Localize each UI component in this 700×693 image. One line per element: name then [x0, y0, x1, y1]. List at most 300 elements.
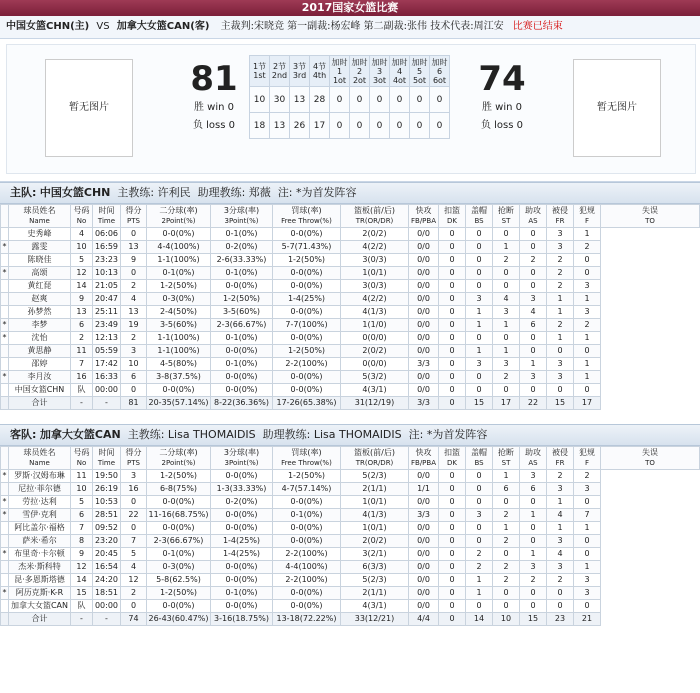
stat-cell: 15	[547, 397, 574, 410]
starter-mark: *	[1, 241, 9, 254]
stat-cell: 0	[466, 522, 493, 535]
stat-cell: 0/0	[409, 241, 439, 254]
away-quarters-score: 18	[250, 113, 270, 139]
player-row	[1, 496, 700, 509]
starter-mark	[1, 535, 9, 548]
stat-cell: 16:59	[93, 241, 121, 254]
stat-cell: 0-0(0%)	[273, 600, 341, 613]
column-header	[520, 205, 547, 228]
stat-cell: 4	[493, 293, 520, 306]
player-row	[1, 470, 700, 483]
stat-cell: 0/0	[409, 306, 439, 319]
column-header-cn: 号码	[73, 206, 90, 215]
stat-cell: 2-4(50%)	[147, 306, 211, 319]
away-coach: 主教练: Lisa THOMAIDIS	[127, 428, 256, 441]
column-header-en: FB/PBA	[411, 217, 436, 225]
stat-cell: 0-0(0%)	[211, 280, 273, 293]
stat-cell: 0	[466, 371, 493, 384]
stat-cell: 0	[520, 267, 547, 280]
home-note: 注: *为首发阵容	[277, 186, 357, 199]
stat-cell: 3	[547, 228, 574, 241]
stat-cell: 3	[121, 470, 147, 483]
home-quarters-score: 0	[390, 87, 410, 113]
player-name[interactable]: 布里奇·卡尔顿	[9, 548, 71, 561]
column-header-cn: 盖帽	[471, 206, 487, 215]
stat-cell: 3(0/3)	[341, 280, 409, 293]
starter-column-header	[1, 205, 9, 228]
column-header-en: BS	[474, 459, 484, 467]
stat-cell: 8	[71, 535, 93, 548]
stat-cell: 0	[574, 548, 601, 561]
stat-cell: 26-43(60.47%)	[147, 613, 211, 626]
stat-cell: 1-2(50%)	[147, 587, 211, 600]
total-row	[1, 613, 700, 626]
stat-cell: 5(2/3)	[341, 574, 409, 587]
stat-cell: 0-1(0%)	[211, 267, 273, 280]
stat-cell: 队	[71, 384, 93, 397]
stat-cell: 0-0(0%)	[211, 522, 273, 535]
player-name[interactable]: 劳拉·达利	[9, 496, 71, 509]
stat-cell: 0-0(0%)	[273, 332, 341, 345]
stat-cell: 6(3/3)	[341, 561, 409, 574]
stat-cell: 1	[547, 522, 574, 535]
column-header-cn: 被侵	[552, 448, 568, 457]
column-header	[273, 205, 341, 228]
stat-cell: 4	[547, 548, 574, 561]
stat-cell: 3/3	[409, 358, 439, 371]
stat-cell: 17	[493, 397, 520, 410]
stat-cell: 23:23	[93, 254, 121, 267]
stat-cell: 0	[466, 228, 493, 241]
referees-info: 主裁判:宋晓竞 第一副裁:杨宏峰 第二副裁:张伟 技术代表:周江安	[220, 21, 504, 32]
stat-cell: 0-1(0%)	[211, 228, 273, 241]
stat-cell: 0	[547, 587, 574, 600]
stat-cell: 0/0	[409, 561, 439, 574]
away-total-score: 74	[478, 59, 526, 99]
home-quarters-score: 0	[410, 87, 430, 113]
stat-cell: 22	[121, 509, 147, 522]
home-coach: 主教练: 许利民	[117, 186, 191, 199]
stat-cell: 0/0	[409, 228, 439, 241]
stat-cell: 10:53	[93, 496, 121, 509]
stat-cell: 6-8(75%)	[147, 483, 211, 496]
stat-cell: 5	[121, 548, 147, 561]
stat-cell: 1	[574, 358, 601, 371]
player-name[interactable]: 合计	[9, 613, 71, 626]
player-name[interactable]: 李梦	[9, 319, 71, 332]
stat-cell: 23	[547, 613, 574, 626]
column-header	[9, 205, 71, 228]
starter-mark: *	[1, 319, 9, 332]
player-row	[1, 319, 700, 332]
stat-cell: 3	[547, 483, 574, 496]
starter-mark: *	[1, 587, 9, 600]
stat-cell: 0	[520, 241, 547, 254]
starter-mark: *	[1, 332, 9, 345]
stat-cell: 3-8(37.5%)	[147, 371, 211, 384]
starter-mark	[1, 397, 9, 410]
stat-cell: 17-26(65.38%)	[273, 397, 341, 410]
stat-cell: 25:11	[93, 306, 121, 319]
starter-mark	[1, 574, 9, 587]
stat-cell: 4	[547, 509, 574, 522]
stat-cell: 20:47	[93, 293, 121, 306]
stat-cell: 0	[121, 496, 147, 509]
player-row	[1, 241, 700, 254]
player-row	[1, 574, 700, 587]
stat-cell: 0	[493, 228, 520, 241]
stat-cell: 0-0(0%)	[273, 496, 341, 509]
quarter-header-cn: 加时1	[331, 57, 348, 76]
column-header	[493, 447, 520, 470]
stat-cell: 0	[547, 600, 574, 613]
stat-cell: 0	[439, 228, 466, 241]
stat-cell: 0	[493, 384, 520, 397]
column-header-en: TR(OR/DR)	[355, 217, 394, 225]
starter-mark: *	[1, 548, 9, 561]
stat-cell: 1(0/1)	[341, 522, 409, 535]
column-header-en: Name	[29, 459, 50, 467]
column-header	[93, 447, 121, 470]
stat-cell: 0	[439, 522, 466, 535]
stat-cell: 0	[466, 496, 493, 509]
stat-cell: 3	[520, 470, 547, 483]
stat-cell: 0	[574, 384, 601, 397]
starter-mark	[1, 228, 9, 241]
player-name[interactable]: 李月汝	[9, 371, 71, 384]
starter-mark	[1, 384, 9, 397]
stat-cell: 2(1/1)	[341, 483, 409, 496]
player-row	[1, 332, 700, 345]
stat-cell: 0/0	[409, 535, 439, 548]
home-team-name[interactable]: 中国女篮CHN(主)	[6, 21, 90, 32]
stat-cell: 0	[466, 470, 493, 483]
column-header	[71, 205, 93, 228]
column-header-en: FR	[555, 459, 565, 467]
player-row	[1, 345, 700, 358]
column-header-cn: 助攻	[525, 206, 541, 215]
stat-cell: 0-3(0%)	[147, 293, 211, 306]
stat-cell: 0	[439, 319, 466, 332]
stat-cell: 3	[520, 293, 547, 306]
stat-cell: 6	[493, 483, 520, 496]
player-row	[1, 600, 700, 613]
stat-cell: 0-0(0%)	[211, 384, 273, 397]
column-header-en: TR(OR/DR)	[355, 459, 394, 467]
stat-cell: 0	[493, 600, 520, 613]
column-header-cn: 助攻	[525, 448, 541, 457]
stat-cell: 0	[520, 384, 547, 397]
away-team-photo: 暂无图片	[573, 59, 661, 157]
quarter-header	[250, 56, 270, 87]
quarter-header-en: 1st	[253, 71, 266, 80]
column-header-en: DK	[447, 459, 457, 467]
stat-cell: 5	[71, 496, 93, 509]
stat-cell: 26:19	[93, 483, 121, 496]
stat-cell: 0-1(0%)	[147, 548, 211, 561]
stat-cell: 3(2/1)	[341, 548, 409, 561]
player-row	[1, 267, 700, 280]
stat-cell: 1-2(50%)	[147, 470, 211, 483]
quarter-score-table	[249, 55, 450, 139]
stat-cell: 4-7(57.14%)	[273, 483, 341, 496]
stat-cell: 12:13	[93, 332, 121, 345]
column-header-en: BS	[474, 217, 484, 225]
starter-mark: *	[1, 509, 9, 522]
player-name[interactable]: 史秀峰	[9, 228, 71, 241]
column-header-cn: 被侵	[552, 206, 568, 215]
stat-cell: 17	[574, 397, 601, 410]
away-team-name[interactable]: 加拿大女篮CAN(客)	[116, 21, 210, 32]
player-row	[1, 384, 700, 397]
stat-cell: 0	[466, 384, 493, 397]
player-name[interactable]: 邵婷	[9, 358, 71, 371]
player-name[interactable]: 合计	[9, 397, 71, 410]
stat-cell: 4/4	[409, 613, 439, 626]
stat-cell: 7	[121, 535, 147, 548]
column-header-cn: 得分	[125, 448, 142, 457]
stat-cell: 0	[574, 254, 601, 267]
away-win-count: 胜 win 0	[481, 102, 522, 113]
stat-cell: 0-0(0%)	[211, 345, 273, 358]
player-name[interactable]: 露雯	[9, 241, 71, 254]
player-name[interactable]: 赵爽	[9, 293, 71, 306]
stat-cell: 7	[574, 509, 601, 522]
stat-cell: 2	[520, 254, 547, 267]
player-name[interactable]: 加拿大女篮CAN	[9, 600, 71, 613]
stat-cell: 5(2/3)	[341, 470, 409, 483]
stat-cell: 4(1/3)	[341, 509, 409, 522]
stat-cell: 0	[439, 397, 466, 410]
stat-cell: 0	[466, 600, 493, 613]
away-quarters-score: 13	[270, 113, 290, 139]
column-header	[409, 205, 439, 228]
stat-cell: 4	[121, 561, 147, 574]
starter-mark	[1, 522, 9, 535]
stat-cell: 1-4(25%)	[211, 548, 273, 561]
away-quarters-score: 0	[410, 113, 430, 139]
quarter-header-cn: 加时6	[431, 57, 448, 76]
quarter-header-cn: 2节	[272, 62, 287, 71]
stat-cell: 0	[439, 241, 466, 254]
stat-cell: 0	[547, 345, 574, 358]
stat-cell: 0-0(0%)	[273, 587, 341, 600]
starter-mark: *	[1, 267, 9, 280]
column-header-en: 2Point(%)	[161, 459, 196, 467]
column-header-cn: 篮板(前/后)	[354, 448, 395, 457]
stat-cell: 2	[547, 319, 574, 332]
column-header-cn: 罚球(率)	[291, 448, 322, 457]
column-header-cn: 时间	[98, 448, 115, 457]
stat-cell: 0	[439, 574, 466, 587]
quarter-header-cn: 加时5	[411, 57, 428, 76]
stat-cell: 0/0	[409, 470, 439, 483]
stat-cell: 0(0/0)	[341, 332, 409, 345]
stat-cell: 6	[520, 483, 547, 496]
column-header-en: FR	[555, 217, 565, 225]
stat-cell: 0-1(0%)	[211, 587, 273, 600]
stat-cell: 1	[574, 228, 601, 241]
stat-cell: 14	[466, 613, 493, 626]
stat-cell: 0-1(0%)	[211, 332, 273, 345]
stat-cell: 0	[520, 522, 547, 535]
stat-cell: 2	[493, 574, 520, 587]
column-header-cn: 盖帽	[471, 448, 487, 457]
home-team-header	[0, 182, 700, 204]
stat-cell: 0-0(0%)	[211, 600, 273, 613]
stat-cell: -	[93, 613, 121, 626]
stat-cell: 0	[574, 535, 601, 548]
stat-cell: 00:00	[93, 384, 121, 397]
stat-cell: 0/0	[409, 319, 439, 332]
home-label: 主队:	[10, 186, 37, 199]
stat-cell: 33(12/21)	[341, 613, 409, 626]
stat-cell: 4	[520, 306, 547, 319]
stat-cell: 0	[121, 228, 147, 241]
player-name[interactable]: 杰米·斯科特	[9, 561, 71, 574]
player-name[interactable]: 陈晓佳	[9, 254, 71, 267]
stat-cell: 0-0(0%)	[273, 228, 341, 241]
stat-cell: 11-16(68.75%)	[147, 509, 211, 522]
starter-mark: *	[1, 470, 9, 483]
away-quarters-score: 26	[290, 113, 310, 139]
stat-cell: 21	[574, 613, 601, 626]
player-name[interactable]: 尼拉·菲尔德	[9, 483, 71, 496]
stat-cell: 0/0	[409, 522, 439, 535]
player-name[interactable]: 高颂	[9, 267, 71, 280]
column-header-en: Time	[97, 217, 116, 225]
quarter-header-cn: 3节	[292, 62, 307, 71]
away-quarters-score: 0	[430, 113, 450, 139]
stat-cell: 1	[547, 332, 574, 345]
stat-cell: 11	[71, 345, 93, 358]
player-name[interactable]: 雪伊·克利	[9, 509, 71, 522]
player-name[interactable]: 孙梦然	[9, 306, 71, 319]
player-row	[1, 293, 700, 306]
column-header	[439, 205, 466, 228]
player-name[interactable]: 黄思静	[9, 345, 71, 358]
stat-cell: 13	[71, 306, 93, 319]
column-header-en: No	[76, 217, 87, 225]
stat-cell: 0-3(0%)	[147, 561, 211, 574]
stat-cell: 2-3(66.67%)	[147, 535, 211, 548]
stat-cell: 0	[466, 241, 493, 254]
stat-cell: 0	[493, 332, 520, 345]
column-header-cn: 得分	[125, 206, 142, 215]
stat-cell: 5(3/2)	[341, 371, 409, 384]
stat-cell: 0	[439, 267, 466, 280]
column-header-cn: 扣篮	[444, 448, 460, 457]
match-info-bar	[0, 16, 700, 39]
column-header	[601, 447, 700, 470]
stat-cell: 3	[121, 345, 147, 358]
column-header	[574, 205, 601, 228]
player-name[interactable]: 沈怡	[9, 332, 71, 345]
column-header-en: Free Throw(%)	[281, 459, 332, 467]
stat-cell: 0	[493, 496, 520, 509]
home-team-title: 中国女篮CHN	[39, 186, 111, 199]
stat-cell: 0	[547, 384, 574, 397]
starter-mark	[1, 254, 9, 267]
away-loss-count: 负 loss 0	[480, 120, 524, 131]
stat-cell: 0-2(0%)	[211, 496, 273, 509]
column-header-en: F	[584, 217, 590, 225]
stat-cell: 0	[574, 267, 601, 280]
stat-cell: 7-7(100%)	[273, 319, 341, 332]
home-quarters-score: 0	[370, 87, 390, 113]
stat-cell: 2(0/2)	[341, 228, 409, 241]
stat-cell: 1	[466, 574, 493, 587]
stat-cell: 3	[574, 587, 601, 600]
stat-cell: 1	[547, 293, 574, 306]
away-team-title: 加拿大女篮CAN	[39, 428, 121, 441]
home-quarters-score: 0	[350, 87, 370, 113]
column-header	[121, 205, 147, 228]
player-name[interactable]: 昆·多恩斯塔德	[9, 574, 71, 587]
stat-cell: 6	[520, 319, 547, 332]
quarter-header-cn: 加时2	[351, 57, 368, 76]
stat-cell: 0	[520, 228, 547, 241]
away-quarters-score: 17	[310, 113, 330, 139]
stat-cell: 0-0(0%)	[147, 228, 211, 241]
stat-cell: 0	[574, 345, 601, 358]
stat-cell: 1-2(50%)	[273, 345, 341, 358]
column-header-en: AS	[528, 217, 538, 225]
player-name[interactable]: 萨米·希尔	[9, 535, 71, 548]
stat-cell: 1	[466, 345, 493, 358]
player-name[interactable]: 阿比盖尔·福格	[9, 522, 71, 535]
stat-cell: 2	[493, 535, 520, 548]
quarter-header-en: 1ot	[332, 75, 347, 85]
stat-cell: 3	[466, 509, 493, 522]
player-name[interactable]: 阿历克斯·K-R	[9, 587, 71, 600]
stat-cell: 2	[466, 548, 493, 561]
stat-cell: 4(3/1)	[341, 384, 409, 397]
stat-cell: 0	[466, 483, 493, 496]
stat-cell: 17:42	[93, 358, 121, 371]
stat-cell: 0	[121, 384, 147, 397]
stat-cell: 2	[547, 280, 574, 293]
column-header-cn: 3分球(率)	[223, 206, 260, 215]
stat-cell: 0	[574, 496, 601, 509]
column-header	[547, 205, 574, 228]
stat-cell: 3	[574, 306, 601, 319]
column-header-cn: 失误	[642, 448, 658, 457]
stat-cell: 0	[466, 332, 493, 345]
player-name[interactable]: 黄红琵	[9, 280, 71, 293]
starter-mark	[1, 280, 9, 293]
stat-cell: 3	[466, 293, 493, 306]
column-header	[341, 447, 409, 470]
stat-cell: 2	[466, 561, 493, 574]
player-name[interactable]: 罗斯·汉姆布琳	[9, 470, 71, 483]
total-row	[1, 397, 700, 410]
stat-cell: 0	[439, 280, 466, 293]
stat-cell: 4-4(100%)	[273, 561, 341, 574]
player-name[interactable]: 中国女篮CHN	[9, 384, 71, 397]
stat-cell: 3	[574, 483, 601, 496]
column-header	[409, 447, 439, 470]
column-header	[439, 447, 466, 470]
column-header-cn: 号码	[73, 448, 90, 457]
home-assistant-coach: 助理教练: 郑薇	[197, 186, 271, 199]
column-header-cn: 抢断	[498, 448, 514, 457]
stat-cell: 3	[547, 535, 574, 548]
stat-cell: 21:05	[93, 280, 121, 293]
stat-cell: 0/0	[409, 293, 439, 306]
home-quarters-score: 0	[330, 87, 350, 113]
stat-cell: 0-0(0%)	[147, 384, 211, 397]
